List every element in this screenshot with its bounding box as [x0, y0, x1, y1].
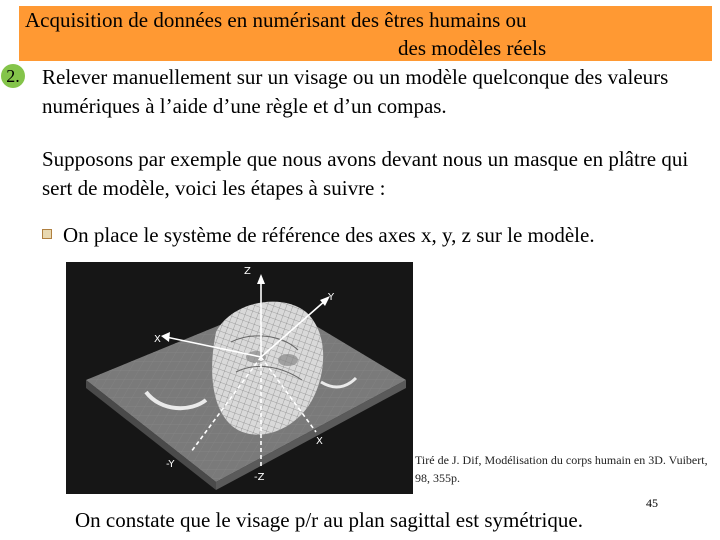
square-bullet-icon [42, 229, 52, 239]
slide-title-line-2: des modèles réels [398, 36, 547, 60]
step-number: 2. [6, 65, 20, 86]
page-number: 45 [646, 496, 658, 510]
y-axis-label: Y [328, 292, 335, 303]
image-credit: Tiré de J. Dif, Modélisation du corps humain en 3D. Vuibert, 98, 355p. [415, 453, 708, 485]
neg-z-axis-label: -Z [254, 472, 265, 483]
bullet-text: On place le système de référence des axes x, y, z sur le modèle. [63, 223, 595, 247]
step-number-badge [1, 64, 25, 88]
z-axis-label: Z [244, 266, 251, 277]
step-text: Relever manuellement sur un visage ou un modèle quelconque des valeurs numériques à l’aide d’une règle et d’un compas. [42, 65, 669, 118]
neg-y-axis-label: -Y [166, 459, 175, 470]
intro-paragraph: Supposons par exemple que nous avons devant nous un masque en plâtre qui sert de modèle, voici les étapes à suivre : [42, 147, 689, 200]
mask-3d-figure [66, 262, 413, 494]
slide-title-line-1: Acquisition de données en numérisant des êtres humains ou [25, 8, 527, 32]
neg-x-axis-label: X [316, 436, 323, 447]
conclusion-text: On constate que le visage p/r au plan sagittal est symétrique. [75, 508, 583, 532]
mask-axes-illustration [66, 262, 413, 494]
x-axis-label: X [154, 334, 161, 345]
